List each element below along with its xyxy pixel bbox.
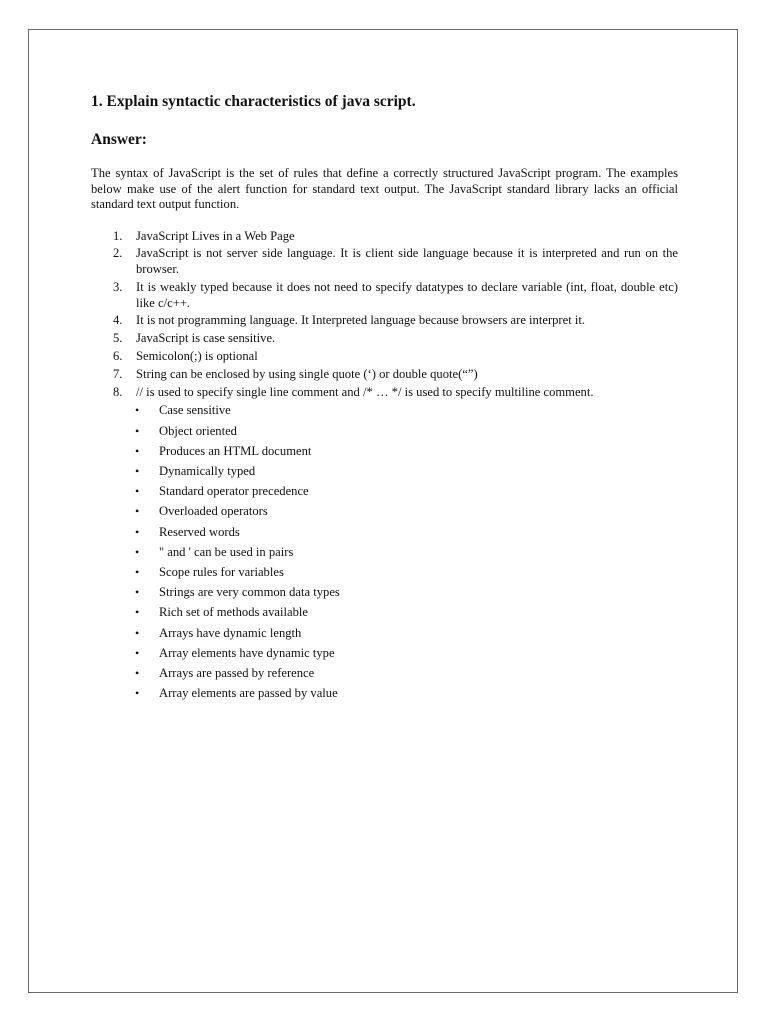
answer-label: Answer: (91, 131, 147, 148)
bullet-icon: • (135, 544, 140, 559)
list-number: 7. (113, 366, 123, 381)
list-item-text: String can be enclosed by using single quote (‘) or double quote(“”) (136, 366, 478, 381)
bullet-item (91, 564, 678, 580)
list-number: 2. (113, 246, 123, 261)
page-content (91, 92, 678, 705)
list-item (91, 246, 678, 278)
bullet-item-text: Array elements have dynamic type (159, 645, 335, 660)
bullet-item-text: Object oriented (159, 423, 237, 438)
list-item-text: Semicolon(;) is optional (136, 349, 258, 364)
list-item-text: JavaScript is not server side language. It is client side language because it is interpreted and run on the browser. (136, 246, 678, 277)
bullet-item-text: Arrays are passed by reference (159, 665, 315, 680)
list-item-text: JavaScript Lives in a Web Page (136, 228, 295, 243)
bullet-item (91, 503, 678, 519)
bullet-icon: • (135, 665, 140, 680)
bullet-item (91, 604, 678, 620)
bullet-icon: • (135, 585, 140, 600)
list-item (91, 331, 678, 347)
bullet-icon: • (135, 423, 140, 438)
bullet-item (91, 645, 678, 661)
list-item-text: It is not programming language. It Interpreted language because browsers are interpret it. (136, 313, 586, 328)
bullet-item-text: Case sensitive (159, 403, 231, 418)
intro-paragraph: The syntax of JavaScript is the set of rules that define a correctly structured JavaScript program. The examples below make use of the alert function for standard text output. The JavaScript standard library lacks an official standard text output function. (91, 166, 678, 211)
list-item (91, 229, 678, 245)
list-number: 1. (113, 228, 123, 243)
document-page (28, 29, 738, 993)
bullet-list (91, 402, 678, 701)
list-item-text: It is weakly typed because it does not need to specify datatypes to declare variable (int, float, double etc) like c/c++. (136, 279, 678, 310)
bullet-item-text: Array elements are passed by value (159, 686, 338, 701)
list-item-text: JavaScript is case sensitive. (136, 331, 276, 346)
bullet-item-text: Standard operator precedence (159, 484, 309, 499)
bullet-icon: • (135, 625, 140, 640)
list-number: 4. (113, 313, 123, 328)
question-title: 1. Explain syntactic characteristics of java script. (91, 93, 416, 110)
bullet-item-text: " and ' can be used in pairs (159, 544, 294, 559)
bullet-item (91, 665, 678, 681)
bullet-icon: • (135, 524, 140, 539)
bullet-icon: • (135, 464, 140, 479)
list-number: 8. (113, 384, 123, 399)
list-item (91, 349, 678, 365)
bullet-item (91, 544, 678, 560)
bullet-item-text: Rich set of methods available (159, 605, 308, 620)
bullet-item (91, 483, 678, 499)
bullet-item-text: Produces an HTML document (159, 443, 312, 458)
numbered-list (91, 229, 678, 401)
bullet-item (91, 524, 678, 540)
bullet-icon: • (135, 645, 140, 660)
bullet-item (91, 423, 678, 439)
bullet-item (91, 685, 678, 701)
bullet-item (91, 463, 678, 479)
list-number: 5. (113, 331, 123, 346)
bullet-item-text: Arrays have dynamic length (159, 625, 302, 640)
list-item (91, 313, 678, 329)
bullet-icon: • (135, 443, 140, 458)
bullet-item (91, 402, 678, 418)
list-item (91, 385, 678, 401)
bullet-icon: • (135, 564, 140, 579)
bullet-icon: • (135, 484, 140, 499)
bullet-item-text: Reserved words (159, 524, 240, 539)
list-item (91, 280, 678, 312)
bullet-item-text: Overloaded operators (159, 504, 268, 519)
bullet-icon: • (135, 403, 140, 418)
list-item (91, 367, 678, 383)
bullet-icon: • (135, 504, 140, 519)
list-item-text: // is used to specify single line comment and /* … */ is used to specify multiline comment. (136, 384, 594, 399)
list-number: 6. (113, 349, 123, 364)
bullet-item-text: Dynamically typed (159, 464, 256, 479)
bullet-item (91, 584, 678, 600)
bullet-item (91, 443, 678, 459)
bullet-icon: • (135, 686, 140, 701)
bullet-item-text: Scope rules for variables (159, 564, 284, 579)
bullet-item (91, 625, 678, 641)
bullet-icon: • (135, 605, 140, 620)
bullet-item-text: Strings are very common data types (159, 585, 340, 600)
list-number: 3. (113, 279, 123, 294)
